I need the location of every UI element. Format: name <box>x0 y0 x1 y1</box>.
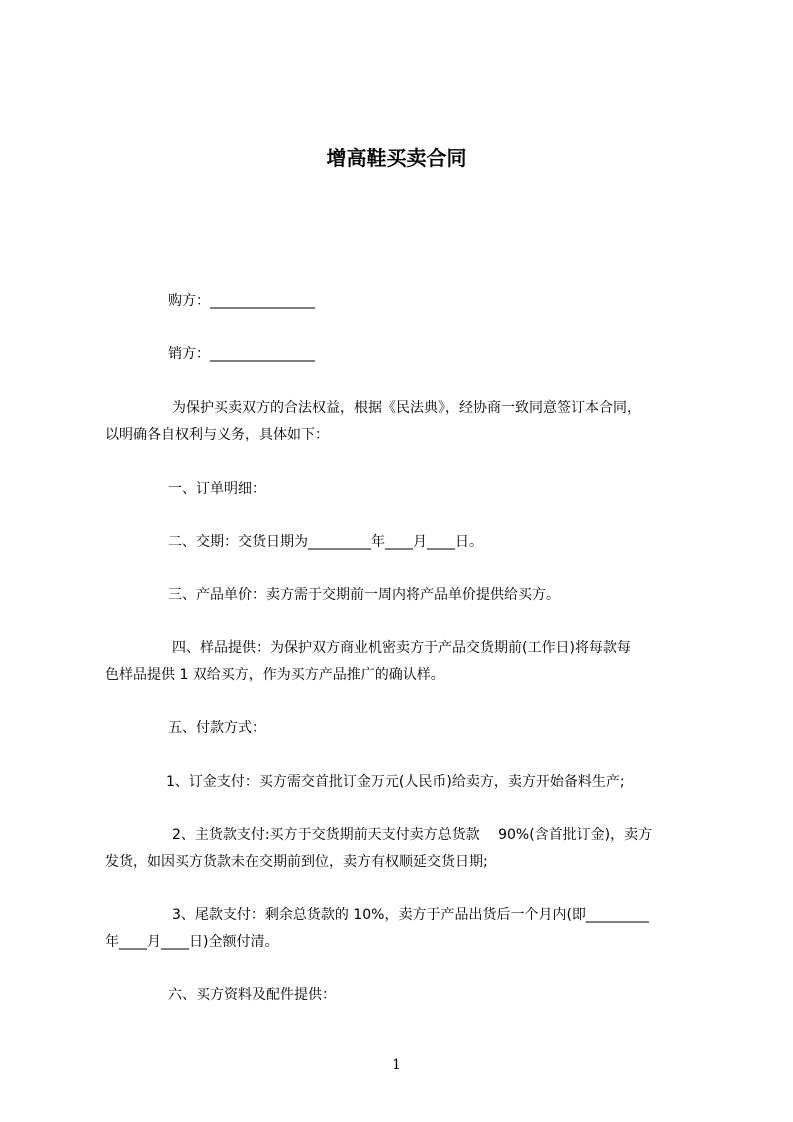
section-samples-line-1: 四、样品提供：为保护双方商业机密卖方于产品交货期前(工作日)将每款每 <box>172 640 631 656</box>
payment-main-line-2: 发货，如因买方货款未在交期前到位，卖方有权顺延交货日期; <box>105 854 488 870</box>
section-delivery-date: 二、交期：交货日期为_________年____月____日。 <box>168 534 483 550</box>
preamble-line-2: 以明确各自权利与义务，具体如下： <box>105 427 329 443</box>
buyer-line: 购方：_______________ <box>168 293 315 309</box>
seller-line: 销方：_______________ <box>168 346 315 362</box>
section-unit-price: 三、产品单价：卖方需于交期前一周内将产品单价提供给买方。 <box>168 587 560 603</box>
preamble-line-1: 为保护买卖双方的合法权益，根据《民法典》，经协商一致同意签订本合同， <box>172 400 641 416</box>
page-number: 1 <box>392 1057 401 1073</box>
payment-main-line-1: 2、主货款支付:买方于交货期前天支付卖方总货款 90%(含首批订金)，卖方 <box>172 827 653 843</box>
document-title: 增高鞋买卖合同 <box>326 146 467 170</box>
section-order-details: 一、订单明细： <box>168 481 266 497</box>
payment-balance-line-1: 3、尾款支付：剩余总货款的 10%，卖方于产品出货后一个月内(即_________ <box>172 907 649 923</box>
section-samples-line-2: 色样品提供 1 双给买方，作为买方产品推广的确认样。 <box>105 667 445 683</box>
section-payment-method: 五、付款方式： <box>168 720 266 736</box>
section-buyer-materials: 六、买方资料及配件提供： <box>168 987 336 1003</box>
payment-deposit: 1、订金支付：买方需交首批订金万元(人民币)给卖方，卖方开始备料生产; <box>166 774 625 790</box>
payment-balance-line-2: 年____月____日)全额付清。 <box>105 934 279 950</box>
